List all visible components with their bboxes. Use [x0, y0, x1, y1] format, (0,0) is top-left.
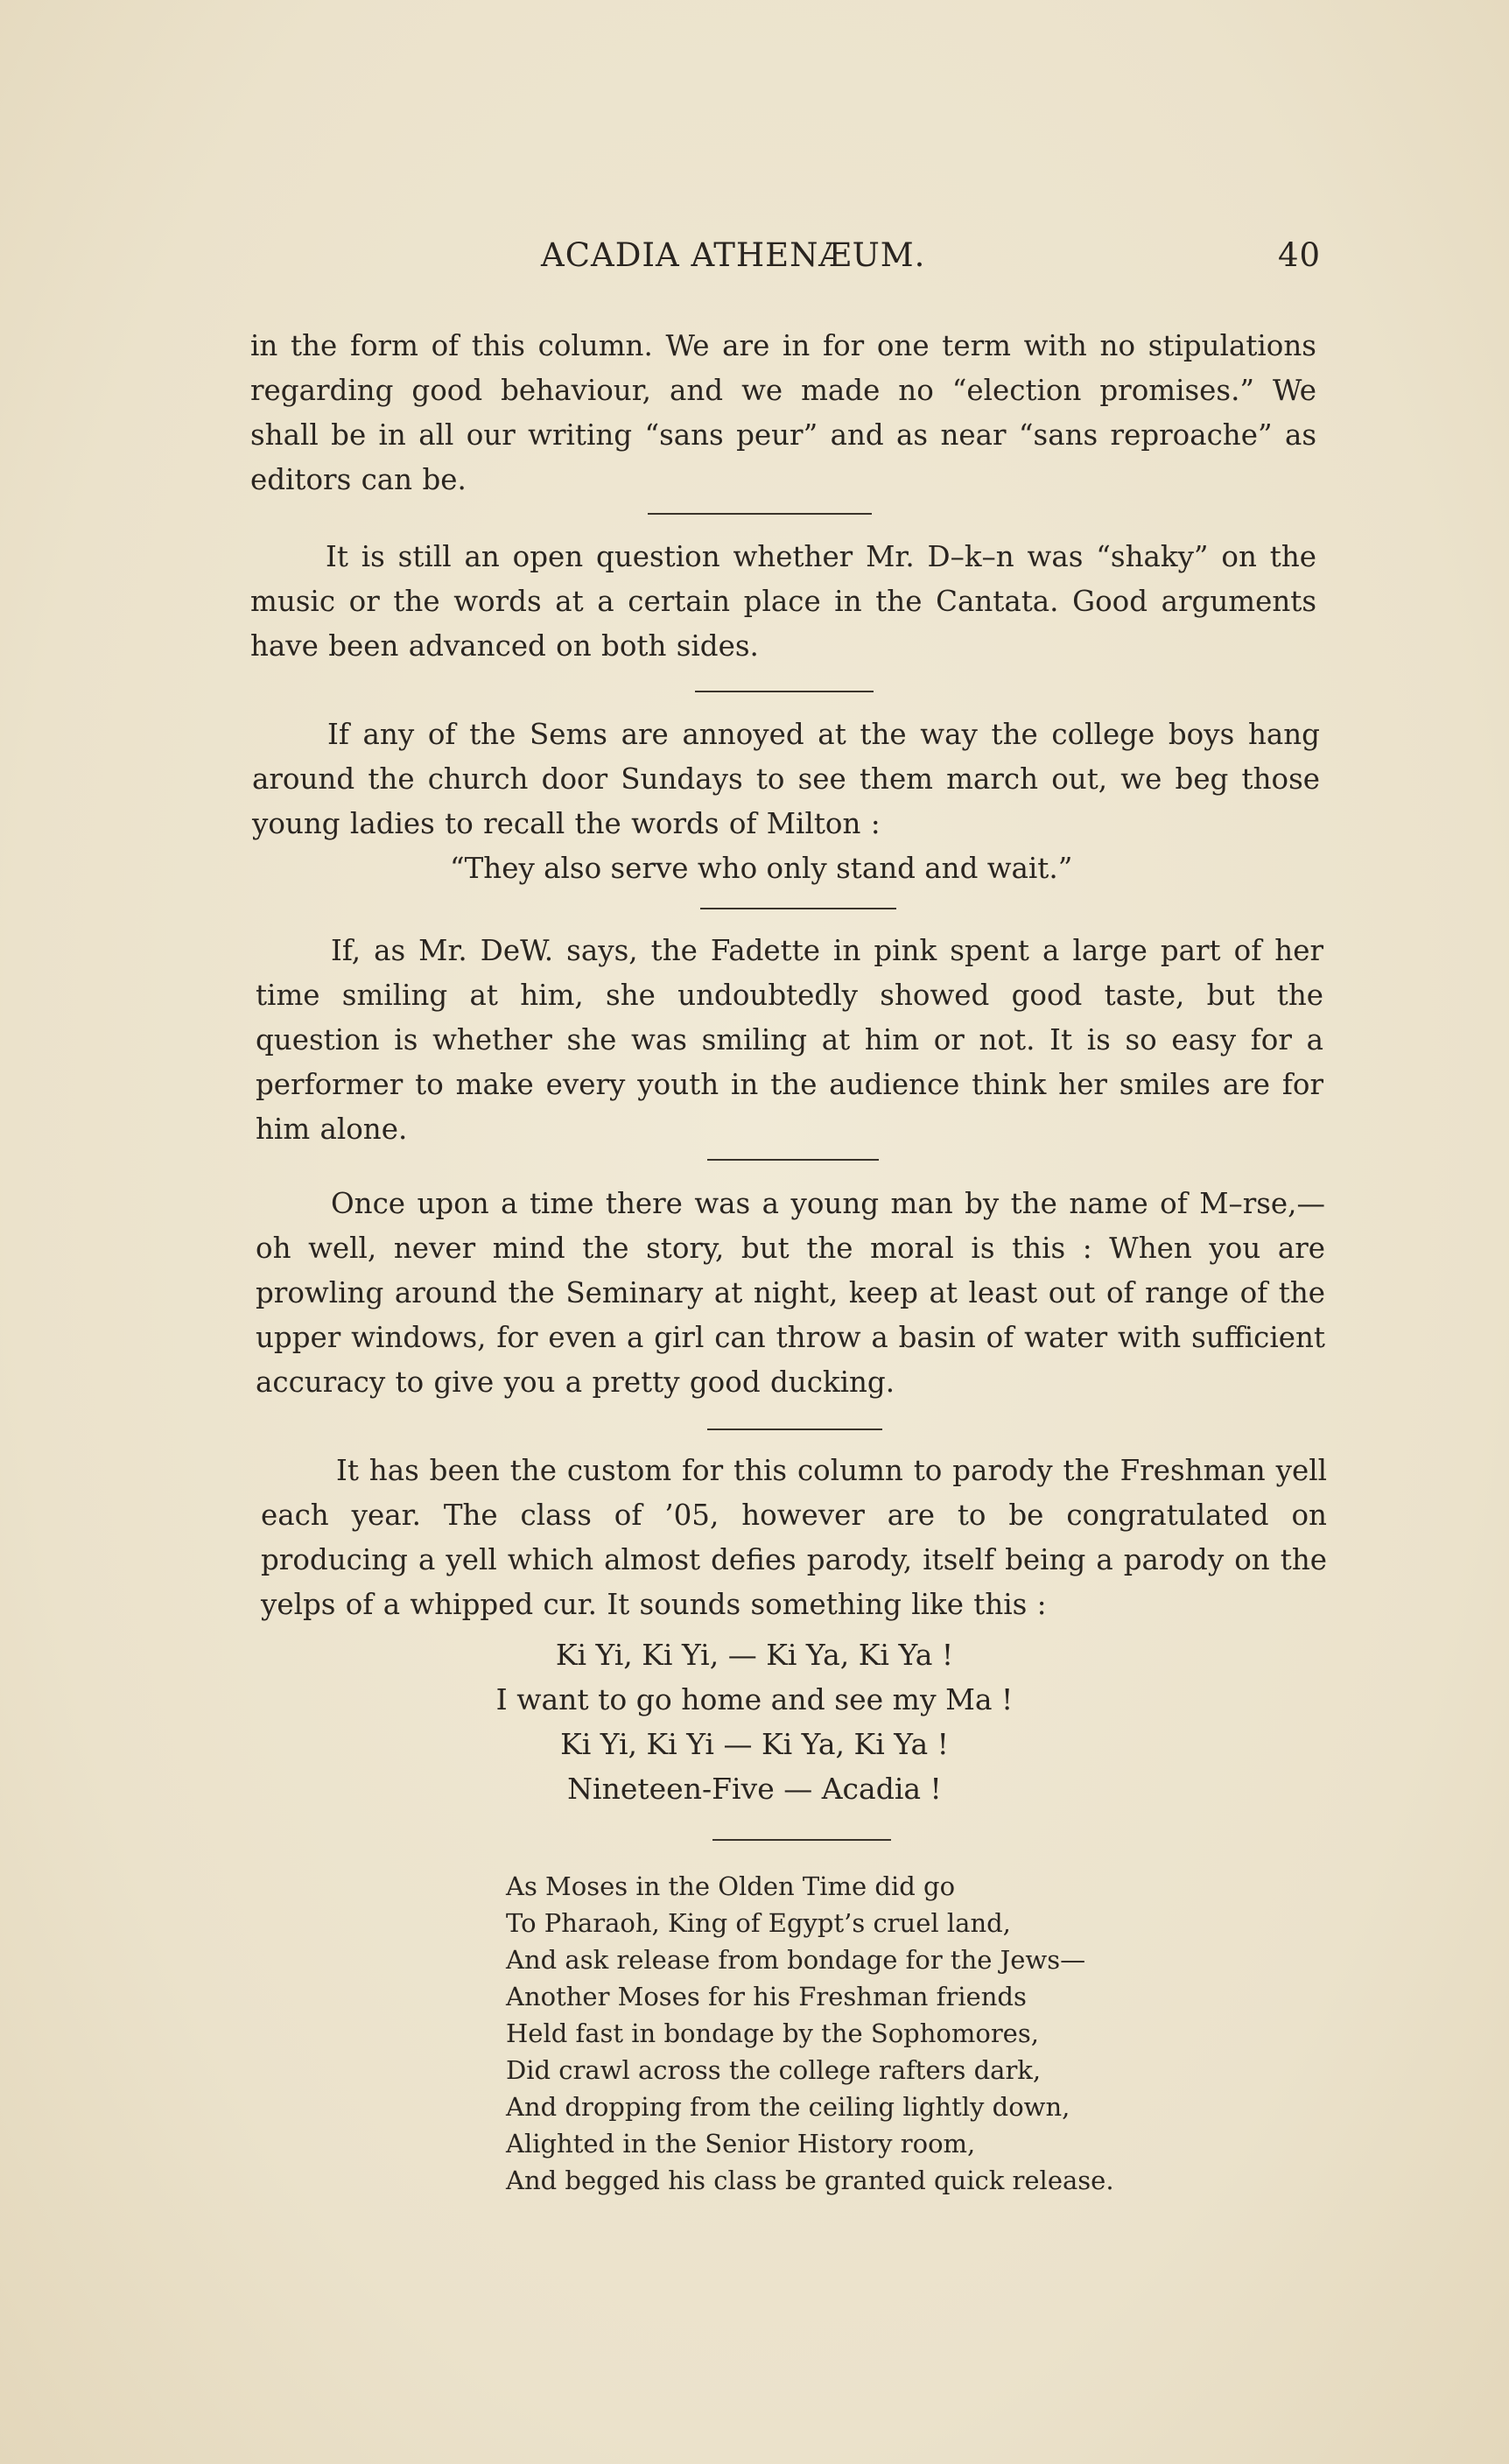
paragraph-3-text: If any of the Sems are annoyed at the way the college boys hang around the church door Sundays to see them march out, we beg those young ladies to recall the words of Milton :	[252, 718, 1320, 840]
paragraph-3	[252, 713, 1320, 846]
section-divider	[648, 513, 872, 515]
section-divider	[712, 1839, 891, 1841]
paragraph-6	[261, 1449, 1327, 1627]
poem-line: And dropping from the ceiling lightly down,	[506, 2092, 1070, 2122]
yell-line: Ki Yi, Ki Yi, — Ki Ya, Ki Ya !	[555, 1638, 954, 1672]
paragraph-2	[250, 535, 1316, 669]
yell-line: Nineteen-Five — Acadia !	[567, 1772, 942, 1806]
freshman-yell	[0, 1632, 1509, 1811]
paragraph-6-text: It has been the custom for this column to parody the Freshman yell each year. The class of ’05, however are to be congratulated on producing a yell which almost defies parody, itself being a parody on the yelps of a whipped cur. It sounds something like this :	[261, 1454, 1327, 1621]
section-divider	[700, 908, 896, 909]
yell-line: Ki Yi, Ki Yi — Ki Ya, Ki Ya !	[560, 1727, 949, 1761]
journal-title: ACADIA ATHENÆUM.	[541, 236, 926, 274]
paragraph-4-text: If, as Mr. DeW. says, the Fadette in pink spent a large part of her time smiling at him, she undoubtedly showed good taste, but the question is whether she was smiling at him or not. It is so easy for a performer to make every youth in the audience think her smiles are for him alone.	[256, 934, 1323, 1146]
section-divider	[707, 1429, 882, 1430]
paragraph-1	[250, 324, 1316, 502]
poem-line: Held fast in bondage by the Sophomores,	[506, 2018, 1039, 2048]
poem-line: Another Moses for his Freshman friends	[506, 1982, 1027, 2011]
paragraph-4	[256, 929, 1323, 1152]
paragraph-5-text: Once upon a time there was a young man by the name of M–rse,— oh well, never mind the story, but the moral is this : When you are prowling around the Seminary at night, keep at least out of range of the upper windows, for even a girl can throw a basin of water with sufficient accuracy to give you a pretty good ducking.	[256, 1187, 1325, 1399]
paragraph-2-text: It is still an open question whether Mr. D–k–n was “shaky” on the music or the words at a certain place in the Cantata. Good arguments have been advanced on both sides.	[250, 540, 1316, 663]
page-number: 40	[1278, 236, 1322, 274]
yell-line: I want to go home and see my Ma !	[495, 1682, 1014, 1716]
poem-line: Did crawl across the college rafters dark,	[506, 2055, 1042, 2085]
running-head	[0, 236, 1509, 280]
poem-line: To Pharaoh, King of Egypt’s cruel land,	[506, 1908, 1011, 1938]
section-divider	[707, 1159, 879, 1161]
poem-line: And ask release from bondage for the Jews—	[506, 1945, 1086, 1975]
milton-quote: “They also serve who only stand and wait.”	[450, 852, 1073, 885]
poem-line: Alighted in the Senior History room,	[506, 2129, 976, 2159]
poem-line: As Moses in the Olden Time did go	[506, 1871, 956, 1901]
paragraph-1-text: in the form of this column. We are in for one term with no stipulations regarding good behaviour, and we made no “election promises.” We shall be in all our writing “sans peur” and as near “sans reproache” as editors can be.	[250, 329, 1316, 496]
poem-line: And begged his class be granted quick release.	[506, 2166, 1114, 2195]
section-divider	[695, 691, 874, 692]
paragraph-5	[256, 1182, 1325, 1405]
moses-poem	[506, 1868, 1114, 2199]
